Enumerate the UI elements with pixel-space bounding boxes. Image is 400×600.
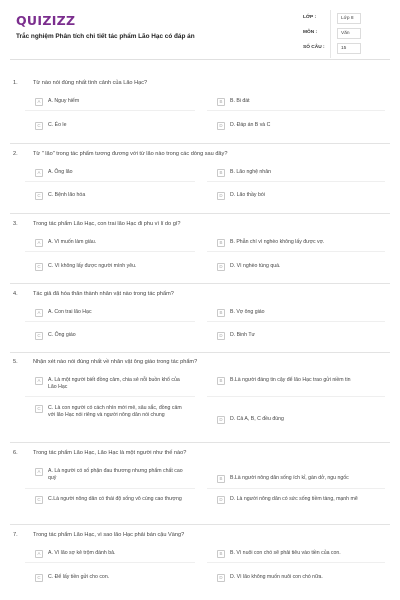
question-number: 3. <box>13 221 18 227</box>
question-text: Trong tác phẩm Lão Hạc, vì sao lão Hạc phải bán cậu Vàng? <box>33 532 185 538</box>
option-b[interactable] <box>217 98 382 106</box>
option-letter-badge: B <box>217 98 225 106</box>
option-d[interactable] <box>217 332 382 340</box>
option-text: D. Vì nghèo túng quá. <box>230 263 281 269</box>
question-1 <box>10 80 390 140</box>
option-divider <box>207 562 385 563</box>
question-number: 5. <box>13 359 18 365</box>
option-letter-badge: A <box>35 550 43 558</box>
option-text: A. Con trai lão Hạc <box>48 309 92 315</box>
option-a[interactable] <box>35 309 185 317</box>
option-a[interactable] <box>35 550 185 558</box>
worksheet-title: Trắc nghiệm Phân tích chi tiết tác phẩm Lão Hạc có đáp án <box>16 33 195 40</box>
option-letter-badge: B <box>217 239 225 247</box>
option-b[interactable] <box>217 550 382 558</box>
option-letter-badge: C <box>35 192 43 200</box>
option-letter-badge: A <box>35 468 43 476</box>
question-separator <box>10 283 390 284</box>
meta-key-subject: MÔN : <box>303 30 318 35</box>
option-letter-badge: D <box>217 574 225 582</box>
question-text: Nhận xét nào nói đúng nhất về nhân vật ông giáo trong tác phẩm? <box>33 359 198 365</box>
option-divider <box>207 488 385 489</box>
question-number: 2. <box>13 151 18 157</box>
option-a[interactable] <box>35 468 185 482</box>
option-text: C.Là người nông dân có thái độ sống vô cùng cao thượng <box>48 496 182 502</box>
option-d[interactable] <box>217 263 382 271</box>
meta-row-grade <box>303 12 389 26</box>
question-separator <box>10 213 390 214</box>
option-text: D. Cả A, B, C đều đúng <box>230 416 284 422</box>
option-text: C. Là con người có cách nhìn mới mẻ, sâu sắc, đồng cảm với lão Hạc nói riêng và người nông dân nói chung <box>48 405 182 419</box>
option-letter-badge: A <box>35 239 43 247</box>
quizizz-logo: QUIZIZZ <box>16 13 76 28</box>
option-letter-badge: C <box>35 496 43 504</box>
option-letter-badge: B <box>217 309 225 317</box>
option-c[interactable] <box>35 332 185 340</box>
option-b[interactable] <box>217 239 382 247</box>
option-letter-badge: B <box>217 377 225 385</box>
option-letter-badge: D <box>217 416 225 424</box>
option-text: C. Để lấy tiền gửi cho con. <box>48 574 110 580</box>
option-text: B. Vì nuôi con chó sẽ phải tiêu vào tiền của con. <box>230 550 341 556</box>
option-a[interactable] <box>35 169 185 177</box>
question-number: 1. <box>13 80 18 86</box>
option-text: C. Éo le <box>48 122 67 128</box>
option-letter-badge: C <box>35 263 43 271</box>
option-letter-badge: C <box>35 405 43 413</box>
option-divider <box>25 488 195 489</box>
question-separator <box>10 524 390 525</box>
option-letter-badge: D <box>217 496 225 504</box>
option-b[interactable] <box>217 377 382 385</box>
option-d[interactable] <box>217 416 382 424</box>
question-separator <box>10 352 390 353</box>
option-divider <box>207 396 385 397</box>
question-text: Trong tác phẩm Lão Hạc, con trai lão Hạc đi phu vì lí do gì? <box>33 221 181 227</box>
option-text: D. Đáp án B và C <box>230 122 271 128</box>
option-letter-badge: C <box>35 574 43 582</box>
meta-key-count: SỐ CÂU : <box>303 45 325 50</box>
option-divider <box>25 321 195 322</box>
option-c[interactable] <box>35 574 185 582</box>
meta-value-grade: Lớp 8 <box>337 13 361 24</box>
option-text: B.Là người đáng tin cậy để lão Hạc trao gửi niềm tin <box>230 377 351 383</box>
option-text: A. Vì muốn làm giàu. <box>48 239 97 245</box>
option-text: A. Là người có số phận đau thương nhưng phẩm chất cao quý <box>48 468 183 482</box>
question-separator <box>10 143 390 144</box>
meta-value-subject: Văn <box>337 28 361 39</box>
option-d[interactable] <box>217 574 382 582</box>
option-a[interactable] <box>35 239 185 247</box>
option-divider <box>207 110 385 111</box>
option-letter-badge: C <box>35 122 43 130</box>
question-7 <box>10 532 390 600</box>
option-text: C. Vì không lấy được người mình yêu. <box>48 263 137 269</box>
option-divider <box>25 562 195 563</box>
question-text: Tác giả đã hóa thân thành nhân vật nào trong tác phẩm? <box>33 291 174 297</box>
option-c[interactable] <box>35 405 185 419</box>
question-text: Từ " lão" trong tác phẩm tương đương với từ lão nào trong các dòng sau đây? <box>33 151 228 157</box>
option-text: A. Là một người biết đồng cảm, chia sẻ nỗi buồn khổ của Lão Hạc <box>48 377 180 391</box>
option-b[interactable] <box>217 169 382 177</box>
question-2 <box>10 151 390 211</box>
option-text: B.Là người nông dân sống ích kỉ, gàn dở, ngu ngốc <box>230 475 349 481</box>
question-text: Từ nào nói đúng nhất tình cảnh của Lão Hạc? <box>33 80 148 86</box>
option-divider <box>25 110 195 111</box>
option-a[interactable] <box>35 377 185 391</box>
question-3 <box>10 221 390 281</box>
option-c[interactable] <box>35 263 185 271</box>
option-divider <box>25 181 195 182</box>
option-letter-badge: A <box>35 169 43 177</box>
option-letter-badge: B <box>217 169 225 177</box>
option-c[interactable] <box>35 496 185 504</box>
option-letter-badge: D <box>217 263 225 271</box>
meta-value-count: 15 <box>337 43 361 54</box>
option-letter-badge: A <box>35 377 43 385</box>
option-letter-badge: C <box>35 332 43 340</box>
option-letter-badge: B <box>217 550 225 558</box>
worksheet-header <box>10 8 390 60</box>
option-letter-badge: D <box>217 332 225 340</box>
option-c[interactable] <box>35 192 185 200</box>
option-letter-badge: D <box>217 122 225 130</box>
option-divider <box>207 181 385 182</box>
option-b[interactable] <box>217 475 382 483</box>
option-text: D. Lão thầy bói <box>230 192 265 198</box>
option-letter-badge: A <box>35 98 43 106</box>
meta-row-subject <box>303 27 389 41</box>
meta-box <box>303 10 388 58</box>
option-text: C. Ông giáo <box>48 332 76 338</box>
question-separator <box>10 442 390 443</box>
question-4 <box>10 291 390 351</box>
option-text: A. Vì lão sợ kẻ trộm đánh bả. <box>48 550 116 556</box>
option-text: B. Bi đát <box>230 98 250 104</box>
question-text: Trong tác phẩm Lão Hạc, Lão Hạc là một người như thế nào? <box>33 450 187 456</box>
option-divider <box>207 251 385 252</box>
option-b[interactable] <box>217 309 382 317</box>
option-text: D. Vì lão không muốn nuôi con chó nữa. <box>230 574 323 580</box>
option-divider <box>25 396 195 397</box>
question-6 <box>10 450 390 525</box>
option-text: B. Lão nghệ nhân <box>230 169 271 175</box>
option-text: B. Phẫn chí vì nghèo không lấy được vợ. <box>230 239 325 245</box>
option-d[interactable] <box>217 192 382 200</box>
option-d[interactable] <box>217 122 382 130</box>
question-number: 7. <box>13 532 18 538</box>
option-text: B. Vợ ông giáo <box>230 309 265 315</box>
question-number: 4. <box>13 291 18 297</box>
option-text: C. Bệnh lão hóa <box>48 192 86 198</box>
meta-row-count <box>303 42 389 56</box>
option-d[interactable] <box>217 496 382 504</box>
question-5 <box>10 359 390 439</box>
option-text: A. Nguy hiểm <box>48 98 80 104</box>
option-a[interactable] <box>35 98 185 106</box>
option-c[interactable] <box>35 122 185 130</box>
option-letter-badge: D <box>217 192 225 200</box>
option-divider <box>207 321 385 322</box>
option-divider <box>25 251 195 252</box>
option-text: D. Là người nông dân có sức sống tiềm tàng, mạnh mẽ <box>230 496 358 502</box>
option-letter-badge: A <box>35 309 43 317</box>
option-letter-badge: B <box>217 475 225 483</box>
option-text: D. Binh Tư <box>230 332 256 338</box>
question-number: 6. <box>13 450 18 456</box>
option-text: A. Ông lão <box>48 169 73 175</box>
meta-key-grade: LỚP : <box>303 15 317 20</box>
